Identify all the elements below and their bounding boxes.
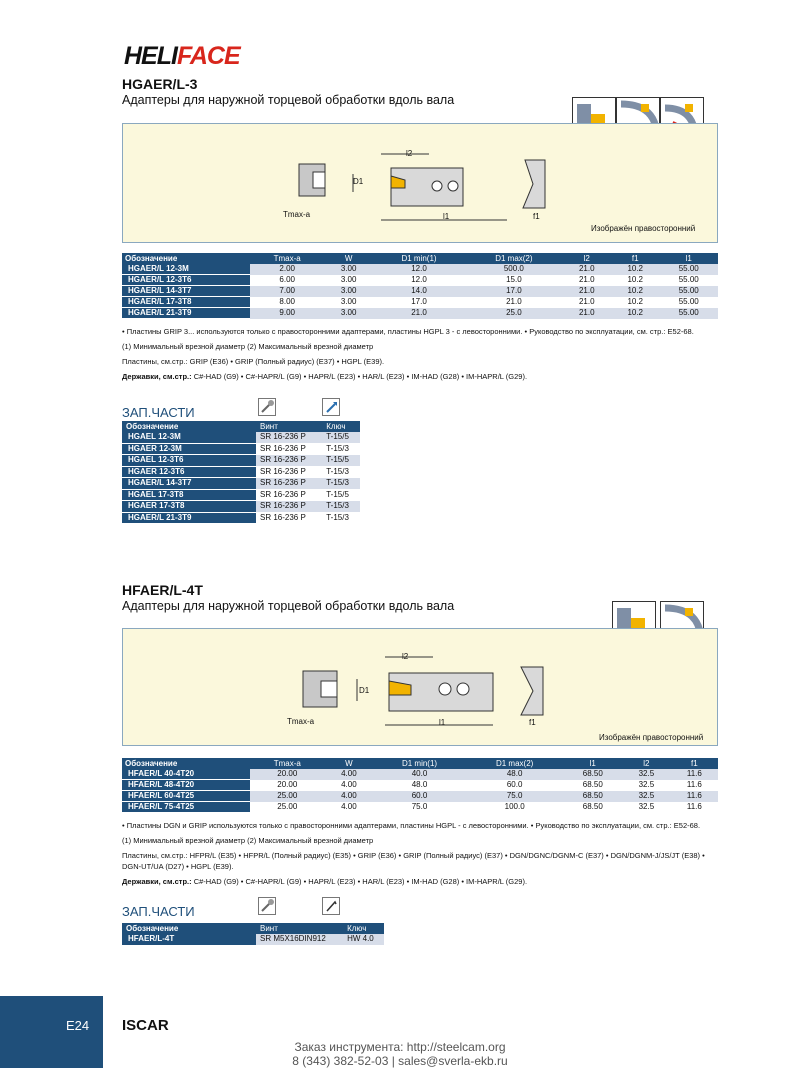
cell-designation: HFAER/L 75-4T25 <box>122 802 250 813</box>
col-header: Обозначение <box>122 421 256 432</box>
section2-spec-table <box>122 758 718 813</box>
cell-designation: HGAER/L 12-3T6 <box>122 275 250 286</box>
table-cell: HW 4.0 <box>343 934 384 945</box>
cell-designation: HGAER/L 17-3T8 <box>122 297 250 308</box>
table-header-row <box>122 421 360 432</box>
note-line: • Пластины GRIP 3... используются только с правосторонними адаптерами, пластины HGPL 3 - с левосторонними. • Руководство по эксплуатации, см. стр.: E52-68. <box>122 327 694 336</box>
table-cell: 11.6 <box>671 802 718 813</box>
cell-designation: HGAER 12-3M <box>122 443 256 455</box>
section1-parts-title: ЗАП.ЧАСТИ <box>122 405 195 420</box>
table-cell: 21.0 <box>563 275 611 286</box>
dim-tmax-label: Tmax-a <box>283 210 311 219</box>
table-cell: 3.00 <box>324 308 372 319</box>
col-header: D1 min(1) <box>373 253 465 264</box>
table-cell: 21.0 <box>563 297 611 308</box>
note-line: • Пластины DGN и GRIP используются только с правосторонними адаптерами, пластины HGPL - с левосторонними. • Руководство по эксплуатации, см. стр.: E52-68. <box>122 821 701 830</box>
section1-description: Адаптеры для наружной торцевой обработки вдоль вала <box>122 93 455 107</box>
table-cell: 100.0 <box>466 802 564 813</box>
table-cell: 48.0 <box>466 769 564 780</box>
dim-l1-label: l1 <box>443 212 450 221</box>
table-cell: 21.0 <box>465 297 562 308</box>
dim-f1-label: f1 <box>533 212 540 221</box>
dim-f1-label: f1 <box>529 718 536 727</box>
table-cell: 15.0 <box>465 275 562 286</box>
col-header: f1 <box>671 758 718 769</box>
dim-l2-label: l2 <box>406 149 413 158</box>
cell-designation: HGAEL 17-3T8 <box>122 489 256 501</box>
note-label: Державки, см.стр.: <box>122 372 192 381</box>
cell-designation: HFAER/L-4T <box>122 934 256 945</box>
table-cell: 68.50 <box>563 769 622 780</box>
table-cell: 3.00 <box>324 275 372 286</box>
section2-parts-title: ЗАП.ЧАСТИ <box>122 904 195 919</box>
dim-d1-label: D1 <box>359 686 370 695</box>
footer-order-line: Заказ инструмента: http://steelcam.org <box>294 1040 506 1054</box>
col-header: l1 <box>563 758 622 769</box>
table-cell: T-15/5 <box>322 489 360 501</box>
table-cell: 40.0 <box>373 769 466 780</box>
table-cell: 32.5 <box>622 802 671 813</box>
table-cell: 11.6 <box>671 769 718 780</box>
diagram-caption: Изображён правосторонний <box>599 733 704 742</box>
table-cell: 21.0 <box>563 286 611 297</box>
cell-designation: HGAER 12-3T6 <box>122 466 256 478</box>
table-cell: 20.00 <box>250 780 325 791</box>
note-text: C#-HAD (G9) • C#-HAPR/L (G9) • HAPR/L (E23) • HAR/L (E23) • IM-HAD (G28) • IM-HAPR/L (G29). <box>191 877 528 886</box>
brand-name: ISCAR <box>122 1017 169 1034</box>
table-row <box>122 501 360 513</box>
table-cell: 55.00 <box>659 264 718 275</box>
cell-designation: HGAER/L 21-3T9 <box>122 308 250 319</box>
table-cell: SR M5X16DIN912 <box>256 934 343 945</box>
table-cell: 4.00 <box>325 780 374 791</box>
dim-l2-label: l2 <box>402 652 409 661</box>
col-header: Ключ <box>322 421 360 432</box>
section2-notes <box>122 820 718 891</box>
dim-l1-label: l1 <box>439 718 446 727</box>
table-cell: 12.0 <box>373 264 465 275</box>
table-cell: SR 16-236 P <box>256 501 322 513</box>
table-cell: T-15/3 <box>322 478 360 490</box>
note-line: Пластины, см.стр.: GRIP (E36) • GRIP (Полный радиус) (E37) • HGPL (E39). <box>122 357 385 366</box>
col-header: D1 max(2) <box>466 758 564 769</box>
table-cell: 2.00 <box>250 264 324 275</box>
table-cell: 20.00 <box>250 769 325 780</box>
table-row <box>122 802 718 813</box>
section1-code: HGAER/L-3 <box>122 76 198 92</box>
section1-notes <box>122 326 718 386</box>
hex-key-icon <box>322 897 340 915</box>
table-cell: 68.50 <box>563 780 622 791</box>
table-cell: 32.5 <box>622 769 671 780</box>
table-row <box>122 934 384 945</box>
cell-designation: HGAER/L 14-3T7 <box>122 286 250 297</box>
col-header: Ключ <box>343 923 384 934</box>
table-cell: SR 16-236 P <box>256 455 322 467</box>
table-cell: 6.00 <box>250 275 324 286</box>
table-cell: 55.00 <box>659 275 718 286</box>
table-cell: 4.00 <box>325 791 374 802</box>
table-cell: 68.50 <box>563 791 622 802</box>
table-row <box>122 478 360 490</box>
table-cell: T-15/3 <box>322 512 360 524</box>
cell-designation: HFAER/L 40-4T20 <box>122 769 250 780</box>
table-row <box>122 432 360 443</box>
col-header: D1 min(1) <box>373 758 466 769</box>
table-cell: SR 16-236 P <box>256 432 322 443</box>
note-line: (1) Минимальный врезной диаметр (2) Максимальный врезной диаметр <box>122 342 374 351</box>
cell-designation: HGAER/L 14-3T7 <box>122 478 256 490</box>
col-header: Винт <box>256 923 343 934</box>
table-cell: 68.50 <box>563 802 622 813</box>
table-cell: 25.0 <box>465 308 562 319</box>
table-cell: 11.6 <box>671 791 718 802</box>
table-cell: 7.00 <box>250 286 324 297</box>
table-cell: 25.00 <box>250 791 325 802</box>
table-row <box>122 466 360 478</box>
section2-description: Адаптеры для наружной торцевой обработки вдоль вала <box>122 599 455 613</box>
cell-designation: HFAER/L 60-4T25 <box>122 791 250 802</box>
table-cell: 75.0 <box>373 802 466 813</box>
table-cell: T-15/3 <box>322 501 360 513</box>
screw-icon <box>258 398 276 416</box>
table-cell: 17.0 <box>373 297 465 308</box>
key-icon <box>322 398 340 416</box>
dim-d1-label: D1 <box>353 177 364 186</box>
screw-icon <box>258 897 276 915</box>
table-cell: 75.0 <box>466 791 564 802</box>
table-cell: 500.0 <box>465 264 562 275</box>
col-header: l1 <box>659 253 718 264</box>
col-header: l2 <box>622 758 671 769</box>
table-row <box>122 455 360 467</box>
table-cell: 10.2 <box>611 286 659 297</box>
table-cell: SR 16-236 P <box>256 466 322 478</box>
table-row <box>122 791 718 802</box>
table-cell: 60.0 <box>466 780 564 791</box>
table-cell: T-15/5 <box>322 455 360 467</box>
table-cell: 55.00 <box>659 297 718 308</box>
table-row <box>122 512 360 524</box>
table-cell: 11.6 <box>671 780 718 791</box>
table-cell: 10.2 <box>611 275 659 286</box>
table-cell: 21.0 <box>373 308 465 319</box>
table-cell: 21.0 <box>563 264 611 275</box>
note-label: Державки, см.стр.: <box>122 877 192 886</box>
note-text: C#-HAD (G9) • C#-HAPR/L (G9) • HAPR/L (E23) • HAR/L (E23) • IM-HAD (G28) • IM-HAPR/L (G29). <box>191 372 528 381</box>
table-cell: 17.0 <box>465 286 562 297</box>
table-header-row <box>122 923 384 934</box>
col-header: W <box>324 253 372 264</box>
table-row <box>122 443 360 455</box>
section1-spec-table <box>122 253 718 319</box>
table-cell: 25.00 <box>250 802 325 813</box>
table-row <box>122 489 360 501</box>
footer-contact-line: 8 (343) 382-52-03 | sales@sverla-ekb.ru <box>292 1054 508 1068</box>
table-cell: SR 16-236 P <box>256 512 322 524</box>
table-cell: 3.00 <box>324 264 372 275</box>
table-cell: 4.00 <box>325 769 374 780</box>
table-cell: 4.00 <box>325 802 374 813</box>
table-cell: 3.00 <box>324 297 372 308</box>
table-row <box>122 264 718 275</box>
section1-parts-table <box>122 421 360 524</box>
table-cell: 12.0 <box>373 275 465 286</box>
cell-designation: HGAER 17-3T8 <box>122 501 256 513</box>
table-cell: 10.2 <box>611 308 659 319</box>
table-cell: 10.2 <box>611 297 659 308</box>
diagram-caption: Изображён правосторонний <box>591 224 696 233</box>
cell-designation: HGAER/L 21-3T9 <box>122 512 256 524</box>
note-line: (1) Минимальный врезной диаметр (2) Максимальный врезной диаметр <box>122 836 374 845</box>
table-cell: SR 16-236 P <box>256 478 322 490</box>
note-line <box>122 876 718 887</box>
table-cell: T-15/3 <box>322 466 360 478</box>
page-number: E24 <box>66 1018 90 1033</box>
table-cell: 55.00 <box>659 308 718 319</box>
note-line <box>122 371 718 382</box>
dim-tmax-label: Tmax-a <box>287 717 315 726</box>
cell-designation: HFAER/L 48-4T20 <box>122 780 250 791</box>
table-row <box>122 297 718 308</box>
table-header-row <box>122 758 718 769</box>
col-header: Обозначение <box>122 923 256 934</box>
table-cell: 32.5 <box>622 780 671 791</box>
table-row <box>122 780 718 791</box>
table-cell: 32.5 <box>622 791 671 802</box>
col-header: l2 <box>563 253 611 264</box>
table-cell: 55.00 <box>659 286 718 297</box>
section2-code: HFAER/L-4T <box>122 582 203 598</box>
table-row <box>122 286 718 297</box>
table-cell: 8.00 <box>250 297 324 308</box>
cell-designation: HGAEL 12-3M <box>122 432 256 443</box>
col-header: Tmax-a <box>250 758 325 769</box>
col-header: W <box>325 758 374 769</box>
table-cell: 10.2 <box>611 264 659 275</box>
table-cell: 60.0 <box>373 791 466 802</box>
table-header-row <box>122 253 718 264</box>
cell-designation: HGAER/L 12-3M <box>122 264 250 275</box>
col-header: f1 <box>611 253 659 264</box>
table-cell: SR 16-236 P <box>256 489 322 501</box>
table-cell: SR 16-236 P <box>256 443 322 455</box>
table-row <box>122 275 718 286</box>
cell-designation: HGAEL 12-3T6 <box>122 455 256 467</box>
table-cell: 9.00 <box>250 308 324 319</box>
col-header: Обозначение <box>122 253 250 264</box>
table-cell: 14.0 <box>373 286 465 297</box>
section2-parts-table <box>122 923 384 946</box>
note-line: Пластины, см.стр.: HFPR/L (E35) • HFPR/L (Полный радиус) (E35) • GRIP (E36) • GRIP (Полный радиус) (E37) • DGN/DGNC/DGNM-C (E37) • DGN/DGNM-J/JS/JT (E38) • DGN-UT/UA (D27) • HGPL (E39). <box>122 851 705 871</box>
table-cell: T-15/5 <box>322 432 360 443</box>
table-cell: 21.0 <box>563 308 611 319</box>
table-cell: T-15/3 <box>322 443 360 455</box>
section2-diagram <box>122 628 718 746</box>
table-cell: 3.00 <box>324 286 372 297</box>
col-header: Обозначение <box>122 758 250 769</box>
section1-diagram <box>122 123 718 243</box>
col-header: D1 max(2) <box>465 253 562 264</box>
col-header: Tmax-a <box>250 253 324 264</box>
table-cell: 48.0 <box>373 780 466 791</box>
table-row <box>122 769 718 780</box>
heliface-logo: HELIFACE <box>124 42 240 70</box>
col-header: Винт <box>256 421 322 432</box>
table-row <box>122 308 718 319</box>
